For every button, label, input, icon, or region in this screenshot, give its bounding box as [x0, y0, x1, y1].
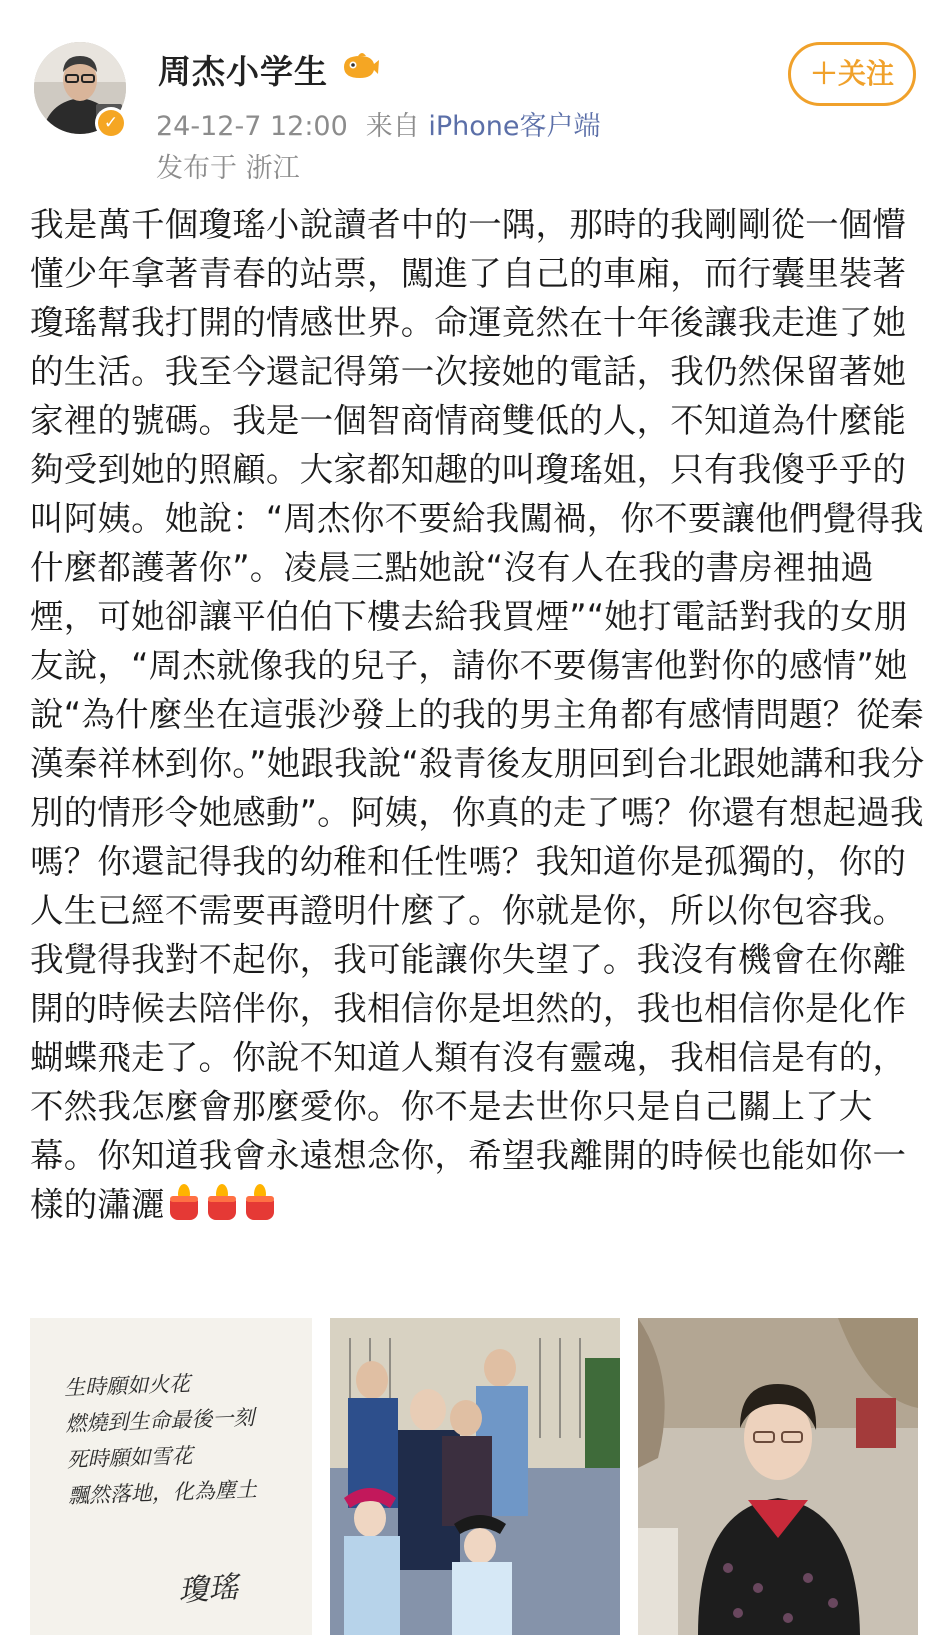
post-location: 发布于 浙江 [156, 153, 300, 184]
photo-group-cast[interactable] [330, 1318, 620, 1635]
candle-icon [167, 1184, 201, 1220]
poem-line: 燃燒到生命最後一刻 [65, 1405, 255, 1437]
handwritten-poem [64, 1362, 299, 1514]
photo-handwritten-poem[interactable] [30, 1318, 312, 1635]
poem-line: 死時願如雪花 [66, 1443, 194, 1472]
fish-badge-icon [340, 50, 380, 84]
candle-emojis [167, 1184, 281, 1233]
photo-grid [30, 1318, 918, 1635]
candle-icon [205, 1184, 239, 1220]
post-header [0, 0, 948, 190]
follow-button[interactable]: ＋关注 [788, 42, 916, 106]
handwritten-signature: 瓊瑤 [177, 1569, 240, 1610]
post-meta [156, 104, 601, 143]
post-text: 我是萬千個瓊瑤小說讀者中的一隅，那時的我剛剛從一個懵懂少年拿著青春的站票，闖進了自己的車廂，而行囊里裝著瓊瑤幫我打開的情感世界。命運竟然在十年後讓我走進了她的生活。我至今還記得第一次接她的電話，我仍然保留著她家裡的號碼。我是一個智商情商雙低的人，不知道為什麼能夠受到她的照顧。大家都知趣的叫瓊瑤姐，只有我傻乎乎的叫阿姨。她說：“周杰你不要給我闖禍，你不要讓他們覺得我什麼都護著你”。凌晨三點她說“沒有人在我的書房裡抽過煙，可她卻讓平伯伯下樓去給我買煙”“她打電話對我的女朋友說，“周杰就像我的兒子，請你不要傷害他對你的感情”她說“為什麼坐在這張沙發上的我的男主角都有感情問題？從秦漢秦祥林到你。”她跟我說“殺青後友朋回到台北跟她講和我分別的情形令她感動”。阿姨，你真的走了嗎？你還有想起過我嗎？你還記得我的幼稚和任性嗎？我知道你是孤獨的，你的人生已經不需要再證明什麼了。你就是你，所以你包容我。我覺得我對不起你，我可能讓你失望了。我沒有機會在你離開的時候去陪伴你，我相信你是坦然的，我也相信你是化作蝴蝶飛走了。你說不知道人類有沒有靈魂，我相信是有的，不然我怎麼會那麼愛你。你不是去世你只是自己關上了大幕。你知道我會永遠想念你，希望我離開的時候也能如你一樣的瀟灑 [30, 205, 925, 1224]
group-photo-illustration [330, 1318, 620, 1635]
candle-icon [243, 1184, 277, 1220]
source-prefix: 来自 [365, 111, 420, 142]
portrait-illustration [638, 1318, 918, 1635]
author-name[interactable]: 周杰小学生 [158, 52, 328, 91]
poem-line: 生時願如火花 [63, 1371, 191, 1401]
photo-portrait[interactable] [638, 1318, 918, 1635]
post-timestamp: 24-12-7 12:00 [156, 111, 348, 142]
client-link[interactable]: iPhone客户端 [428, 111, 601, 142]
verified-badge-icon: ✓ [95, 107, 127, 139]
poem-line: 飄然落地，化為塵土 [67, 1477, 258, 1508]
post-body [30, 200, 926, 1233]
